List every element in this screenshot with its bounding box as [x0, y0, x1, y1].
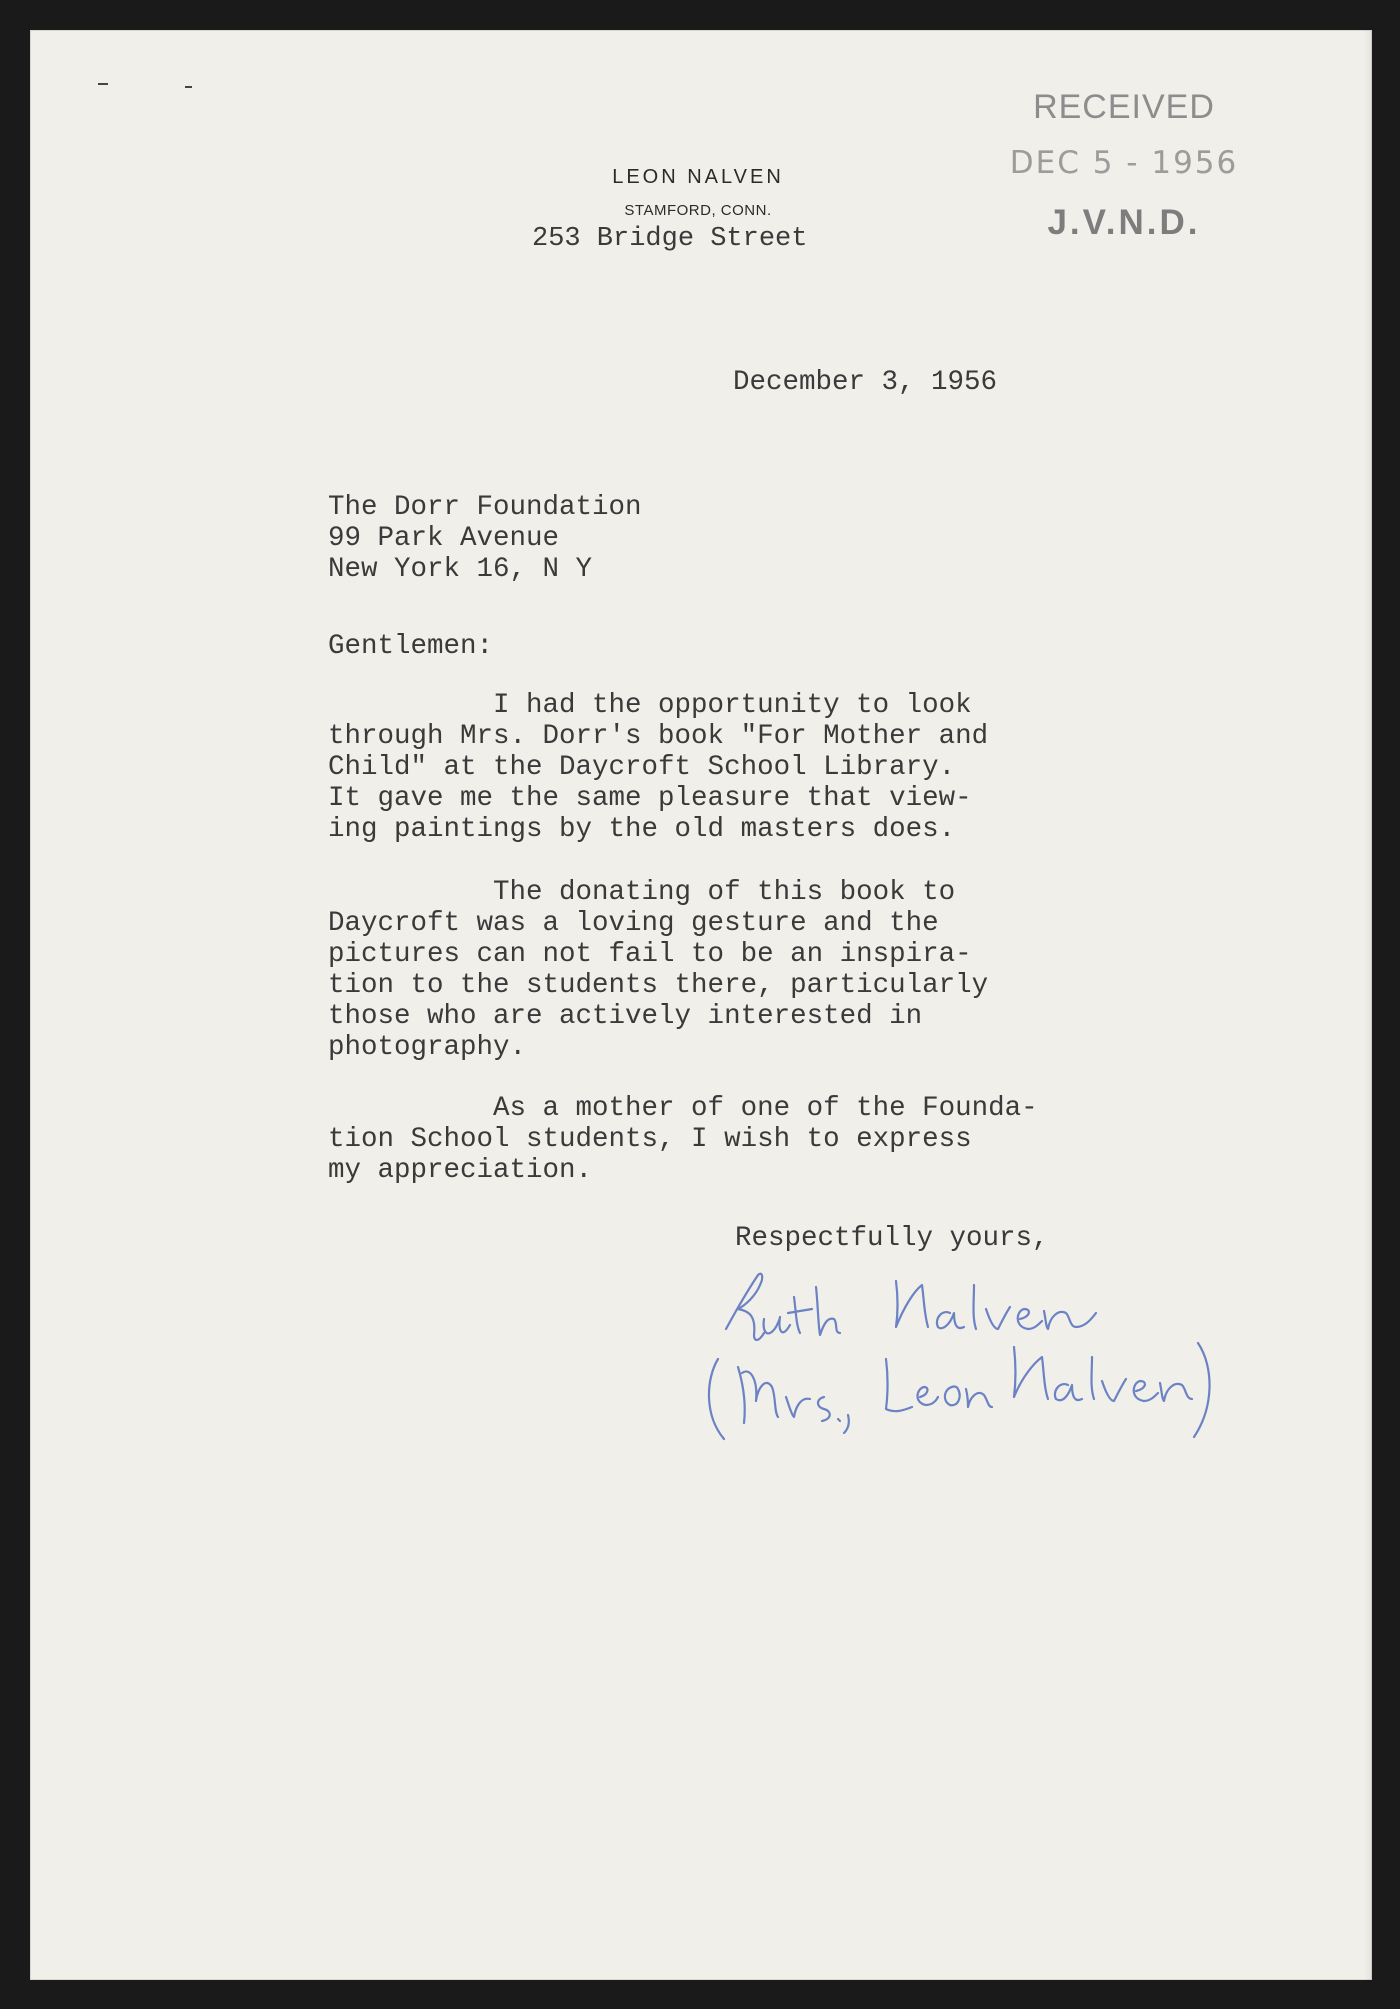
signature-stroke — [738, 1367, 778, 1423]
signature-stroke — [709, 1359, 724, 1439]
recipient-address — [328, 492, 642, 585]
stamp-received: RECEIVED — [1033, 88, 1215, 126]
letterhead-city: STAMFORD, CONN. — [624, 202, 772, 219]
signature-stroke — [1194, 1343, 1210, 1437]
page-edge-shadow — [1364, 30, 1372, 1980]
letter-date: December 3, 1956 — [733, 367, 998, 398]
signature-stroke — [726, 1274, 764, 1340]
signature-stroke — [816, 1287, 840, 1335]
signature-stroke — [1092, 1357, 1095, 1399]
signature-stroke — [986, 1307, 1010, 1329]
letterhead-name: LEON NALVEN — [612, 166, 784, 188]
recipient-line: 99 Park Avenue — [328, 523, 560, 554]
body-paragraph: As a mother of one of the Founda- tion School students, I wish to express my appreciation. — [328, 1093, 1038, 1186]
salutation: Gentlemen: — [328, 631, 494, 662]
paper-speck — [185, 86, 192, 88]
signature-stroke — [937, 1312, 964, 1328]
signature-stroke — [818, 1397, 830, 1421]
signature-stroke — [764, 1317, 790, 1333]
signature-stroke — [974, 1285, 977, 1329]
signature-stroke — [1014, 1347, 1048, 1399]
signature-stroke — [1055, 1384, 1082, 1400]
body-paragraph: I had the opportunity to look through Mrs. Dorr's book "For Mother and Child" at the Daycroft School Library. It gave me the same pleasure that view- ing paintings by the old masters does. — [328, 690, 989, 845]
letterhead-street: 253 Bridge Street — [532, 224, 808, 254]
signature-stroke — [966, 1389, 992, 1407]
signature-stroke — [838, 1415, 849, 1433]
signature-stroke — [945, 1387, 960, 1406]
signature-stroke — [786, 1397, 810, 1417]
recipient-line: New York 16, N Y — [328, 554, 593, 585]
body-paragraph: The donating of this book to Daycroft was a loving gesture and the pictures can not fail to be an inspira- tion to the students there, particularly those who are actively interested in photography. — [328, 877, 989, 1063]
stamp-date: DEC 5 - 1956 — [1009, 145, 1239, 181]
signature-stroke — [918, 1387, 939, 1405]
paper-speck — [98, 83, 108, 85]
closing: Respectfully yours, — [735, 1223, 1049, 1254]
signature-stroke — [1160, 1383, 1192, 1401]
received-stamp — [1004, 88, 1244, 243]
recipient-line: The Dorr Foundation — [328, 492, 642, 523]
handwritten-signature — [698, 1247, 1218, 1447]
signature-stroke — [1134, 1381, 1158, 1401]
stamp-initials: J.V.N.D. — [1047, 203, 1201, 242]
letter-page — [30, 30, 1372, 1980]
signature-stroke — [1102, 1379, 1126, 1401]
signature-stroke — [788, 1297, 812, 1333]
signature-stroke — [886, 1359, 912, 1411]
signature-stroke — [1044, 1311, 1096, 1329]
signature-stroke — [1018, 1309, 1042, 1329]
signature-stroke — [896, 1281, 928, 1327]
